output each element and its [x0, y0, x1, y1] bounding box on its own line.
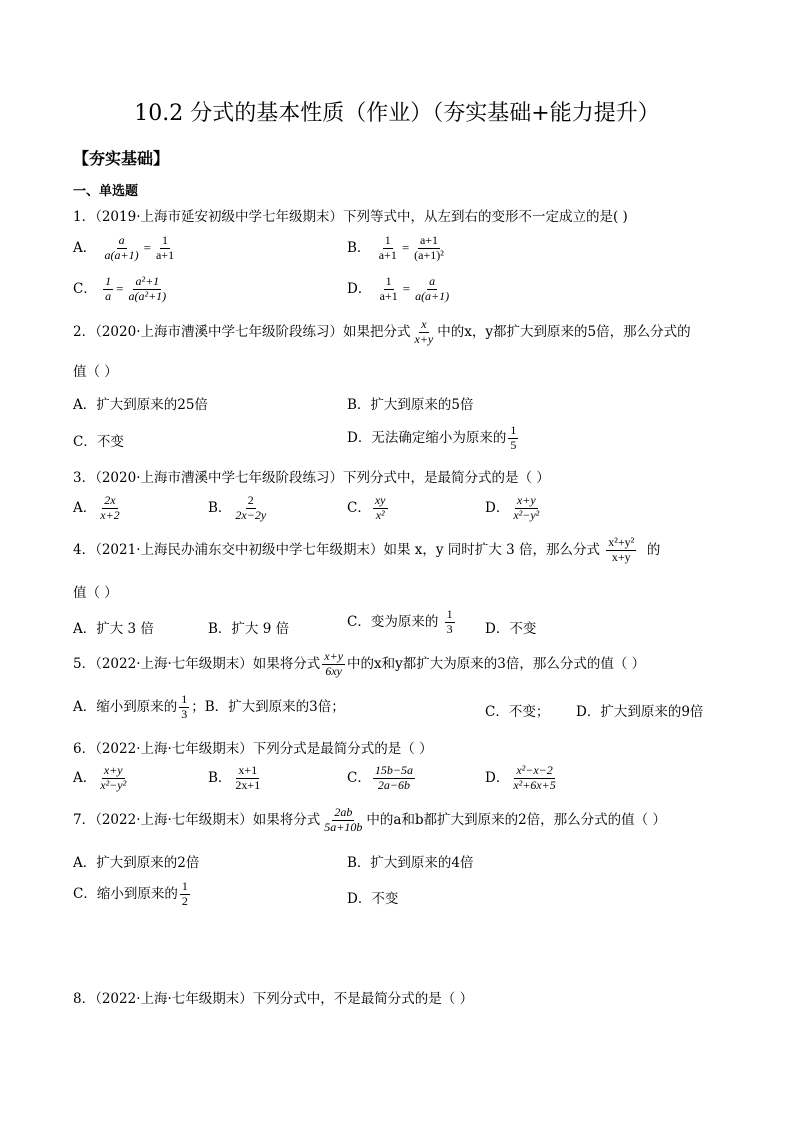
stem-text: 中的x和y都扩大为原来的3倍，那么分式的值（ ） [347, 655, 646, 672]
option-label: C． [347, 499, 371, 516]
section-label: 【夯实基础】 [73, 149, 170, 168]
question-6-stem: 6．（2022·上海·七年级期末）下列分式是最简分式的是（ ） [73, 741, 433, 757]
numerator: x+y [516, 493, 536, 507]
question-3-option-b [208, 494, 270, 523]
numerator: 2 [247, 493, 254, 507]
question-2-option-b: B．扩大到原来的5倍 [347, 397, 474, 413]
question-7-option-d: D．不变 [347, 891, 399, 907]
question-2-option-c: C．不变 [73, 434, 124, 450]
option-label: A． [73, 499, 97, 516]
question-7-option-a: A．扩大到原来的2倍 [73, 855, 200, 871]
numerator: a+1 [419, 233, 439, 247]
question-5-option-d: D．扩大到原来的9倍 [576, 704, 704, 720]
denominator: 3 [446, 621, 453, 636]
denominator: a+1 [379, 288, 398, 303]
denominator: 2x+1 [235, 777, 261, 792]
numerator: x+y [103, 763, 123, 777]
denominator: 2x−2y [235, 507, 267, 522]
fraction [126, 275, 168, 304]
denominator: 5a+10b [324, 819, 363, 834]
denominator: x² [375, 507, 385, 522]
denominator: 3 [181, 706, 188, 721]
numerator: 2x [104, 493, 116, 507]
option-label: A． [73, 769, 97, 786]
denominator: (a+1)² [414, 247, 444, 262]
fraction [154, 234, 176, 263]
question-5-option-a-b [73, 693, 345, 722]
fraction [508, 424, 518, 453]
fraction [179, 693, 189, 722]
fraction [233, 764, 262, 793]
denominator: a(a²+1) [128, 288, 167, 303]
denominator: x²−y² [513, 507, 540, 522]
stem-text: 的 [646, 541, 661, 558]
numerator: 15b−5a [374, 763, 413, 777]
numerator: 1 [181, 879, 188, 893]
fraction [322, 650, 345, 679]
numerator: x+1 [238, 763, 258, 777]
question-4-option-b: B．扩大 9 倍 [208, 621, 290, 637]
fraction [412, 234, 446, 263]
denominator: 2 [181, 893, 188, 908]
question-1-option-b [347, 234, 448, 263]
fraction [511, 764, 557, 793]
denominator: x²+6x+5 [513, 777, 556, 792]
equals-sign: = [401, 240, 410, 256]
fraction [233, 494, 268, 523]
option-label: A． [73, 239, 97, 256]
fraction [377, 234, 399, 263]
option-text: C．变为原来的 [347, 613, 439, 630]
stem-text: 2．（2020·上海市漕溪中学七年级阶段练习）如果把分式 [73, 323, 411, 340]
question-4-option-a: A．扩大 3 倍 [73, 621, 154, 637]
denominator: x+y [414, 331, 434, 346]
question-4-option-c [347, 608, 457, 637]
denominator: a+1 [378, 247, 397, 262]
fraction [180, 880, 190, 909]
option-label: B． [208, 769, 232, 786]
fraction [378, 275, 400, 304]
question-8-stem: 8．（2022·上海·七年级期末）下列分式中，不是最简分式的是（ ） [73, 991, 474, 1007]
fraction [606, 536, 636, 565]
fraction [98, 494, 121, 523]
question-1-option-d [347, 275, 453, 304]
subsection-label: 一、单选题 [73, 184, 139, 199]
question-5-option-c: C．不变； [485, 704, 550, 720]
denominator: 6xy [325, 663, 342, 678]
denominator: x+y [611, 549, 631, 564]
numerator: a [118, 233, 125, 247]
option-label: D． [485, 769, 510, 786]
numerator: 1 [181, 692, 188, 706]
numerator: x²−x−2 [516, 763, 553, 777]
question-2-option-d [347, 424, 520, 453]
fraction [103, 234, 141, 263]
denominator: x²−y² [100, 777, 127, 792]
stem-text: 4．（2021·上海民办浦东交中初级中学七年级期末）如果 x，y 同时扩大 3 倍，那么分式 [73, 541, 600, 558]
numerator: a [429, 274, 436, 288]
numerator: 1 [162, 233, 169, 247]
fraction [413, 318, 436, 347]
option-label: D． [485, 499, 510, 516]
numerator: 1 [510, 423, 517, 437]
fraction [373, 764, 415, 793]
numerator: xy [374, 493, 386, 507]
question-6-option-b [208, 764, 264, 793]
option-label: C． [347, 769, 371, 786]
question-3-stem: 3．（2020·上海市漕溪中学七年级阶段练习）下列分式中，是最简分式的是（ ） [73, 470, 550, 486]
fraction [445, 608, 455, 637]
question-6-option-d [485, 764, 560, 793]
question-7-stem [73, 806, 666, 835]
denominator: a [105, 288, 112, 303]
question-3-option-d [485, 494, 543, 523]
numerator: x²+y² [608, 535, 635, 549]
page-title: 10.2 分式的基本性质（作业）（夯实基础+能力提升） [134, 101, 660, 126]
question-2-option-a: A．扩大到原来的25倍 [73, 397, 208, 413]
stem-text: 5．（2022·上海·七年级期末）如果将分式 [73, 655, 321, 672]
question-1-stem: 1．（2019·上海市延安初级中学七年级期末）下列等式中，从左到右的变形不一定成立的是( ) [73, 209, 628, 225]
fraction [322, 806, 364, 835]
fraction [413, 275, 451, 304]
fraction [98, 764, 128, 793]
question-2-stem [73, 318, 691, 347]
question-6-option-c [347, 764, 417, 793]
equals-sign: = [116, 281, 124, 297]
question-1-option-a [73, 234, 178, 263]
question-7-option-c [73, 880, 192, 909]
option-text: D．无法确定缩小为原来的 [347, 429, 507, 446]
option-label: D． [347, 280, 372, 297]
denominator: a+1 [155, 247, 175, 262]
numerator: x [421, 317, 427, 331]
question-1-option-c [73, 275, 170, 304]
option-text: C．缩小到原来的 [73, 885, 178, 902]
equals-sign: = [143, 240, 151, 256]
stem-text: 中的a和b都扩大到原来的2倍，那么分式的值（ ） [366, 811, 666, 828]
option-label: C． [73, 280, 97, 297]
stem-text: 中的x，y都扩大到原来的5倍，那么分式的 [437, 323, 691, 340]
equals-sign: = [402, 281, 411, 297]
numerator: 1 [446, 607, 453, 621]
numerator: 1 [385, 274, 392, 288]
numerator: 1 [105, 274, 112, 288]
numerator: x+y [324, 649, 344, 663]
question-2-stem-continued: 值（ ） [73, 364, 118, 380]
question-3-option-c [347, 494, 390, 523]
question-4-stem-continued: 值（ ） [73, 585, 118, 601]
fraction [103, 275, 113, 304]
option-label: B． [208, 499, 232, 516]
option-label: B． [347, 239, 371, 256]
question-6-option-a [73, 764, 130, 793]
question-4-option-d: D．不变 [485, 621, 537, 637]
option-text: ；B．扩大到原来的3倍； [191, 698, 345, 715]
denominator: a(a+1) [415, 288, 450, 303]
fraction [373, 494, 388, 523]
denominator: 2a−6b [377, 777, 410, 792]
denominator: x+2 [100, 507, 120, 522]
question-3-option-a [73, 494, 124, 523]
option-text: A．缩小到原来的 [73, 698, 178, 715]
denominator: 5 [510, 437, 517, 452]
question-7-option-b: B．扩大到原来的4倍 [347, 855, 474, 871]
fraction [511, 494, 541, 523]
stem-text: 7．（2022·上海·七年级期末）如果将分式 [73, 811, 321, 828]
numerator: 2ab [334, 805, 353, 819]
question-5-stem [73, 650, 645, 679]
numerator: 1 [384, 233, 391, 247]
numerator: a²+1 [135, 274, 160, 288]
question-4-stem [73, 536, 660, 565]
denominator: a(a+1) [104, 247, 139, 262]
